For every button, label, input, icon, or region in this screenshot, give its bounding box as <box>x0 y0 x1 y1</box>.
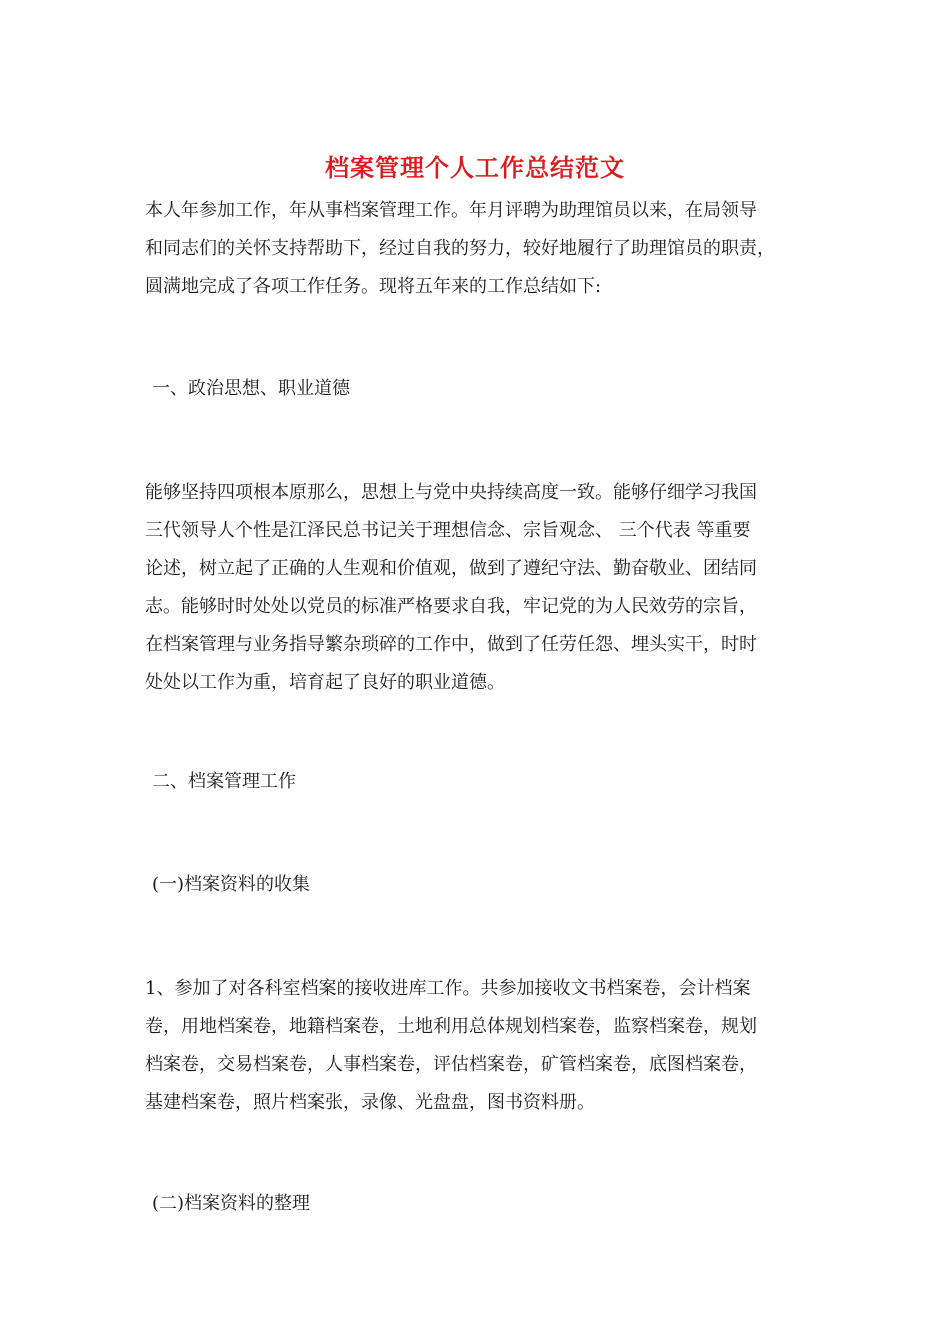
politics-line: 在档案管理与业务指导繁杂琐碎的工作中，做到了任劳任怨、埋头实干，时时 <box>145 634 757 655</box>
politics-line: 志。能够时时处处以党员的标准严格要求自我，牢记党的为人民效劳的宗旨， <box>145 596 757 617</box>
collection-line: 卷，用地档案卷，地籍档案卷，土地利用总体规划档案卷，监察档案卷，规划 <box>145 1016 757 1037</box>
document-title: 档案管理个人工作总结范文 <box>325 153 625 182</box>
intro-line: 和同志们的关怀支持帮助下，经过自我的努力，较好地履行了助理馆员的职责， <box>145 238 775 259</box>
subsection-heading-organization: (二)档案资料的整理 <box>152 1193 311 1214</box>
intro-paragraph <box>145 192 810 306</box>
intro-line: 本人年参加工作，年从事档案管理工作。年月评聘为助理馆员以来，在局领导 <box>145 200 757 221</box>
politics-line: 三代领导人个性是江泽民总书记关于理想信念、宗旨观念、 三个代表 等重要 <box>145 520 751 541</box>
collection-paragraph <box>145 970 810 1122</box>
politics-line: 能够坚持四项根本原那么，思想上与党中央持续高度一致。能够仔细学习我国 <box>145 482 757 503</box>
subsection-heading-collection: (一)档案资料的收集 <box>152 874 311 895</box>
politics-line: 论述，树立起了正确的人生观和价值观，做到了遵纪守法、勤奋敬业、团结同 <box>145 558 757 579</box>
section-heading-politics: 一、政治思想、职业道德 <box>152 378 350 399</box>
collection-line: 基建档案卷，照片档案张，录像、光盘盘，图书资料册。 <box>145 1092 595 1113</box>
politics-line: 处处以工作为重，培育起了良好的职业道德。 <box>145 672 505 693</box>
intro-line: 圆满地完成了各项工作任务。现将五年来的工作总结如下: <box>145 276 602 297</box>
collection-line: 档案卷，交易档案卷，人事档案卷，评估档案卷，矿管档案卷，底图档案卷， <box>145 1054 757 1075</box>
collection-line: 1、参加了对各科室档案的接收进库工作。共参加接收文书档案卷，会计档案 <box>145 978 751 999</box>
politics-paragraph <box>145 474 810 702</box>
section-heading-archive-management: 二、档案管理工作 <box>152 771 296 792</box>
